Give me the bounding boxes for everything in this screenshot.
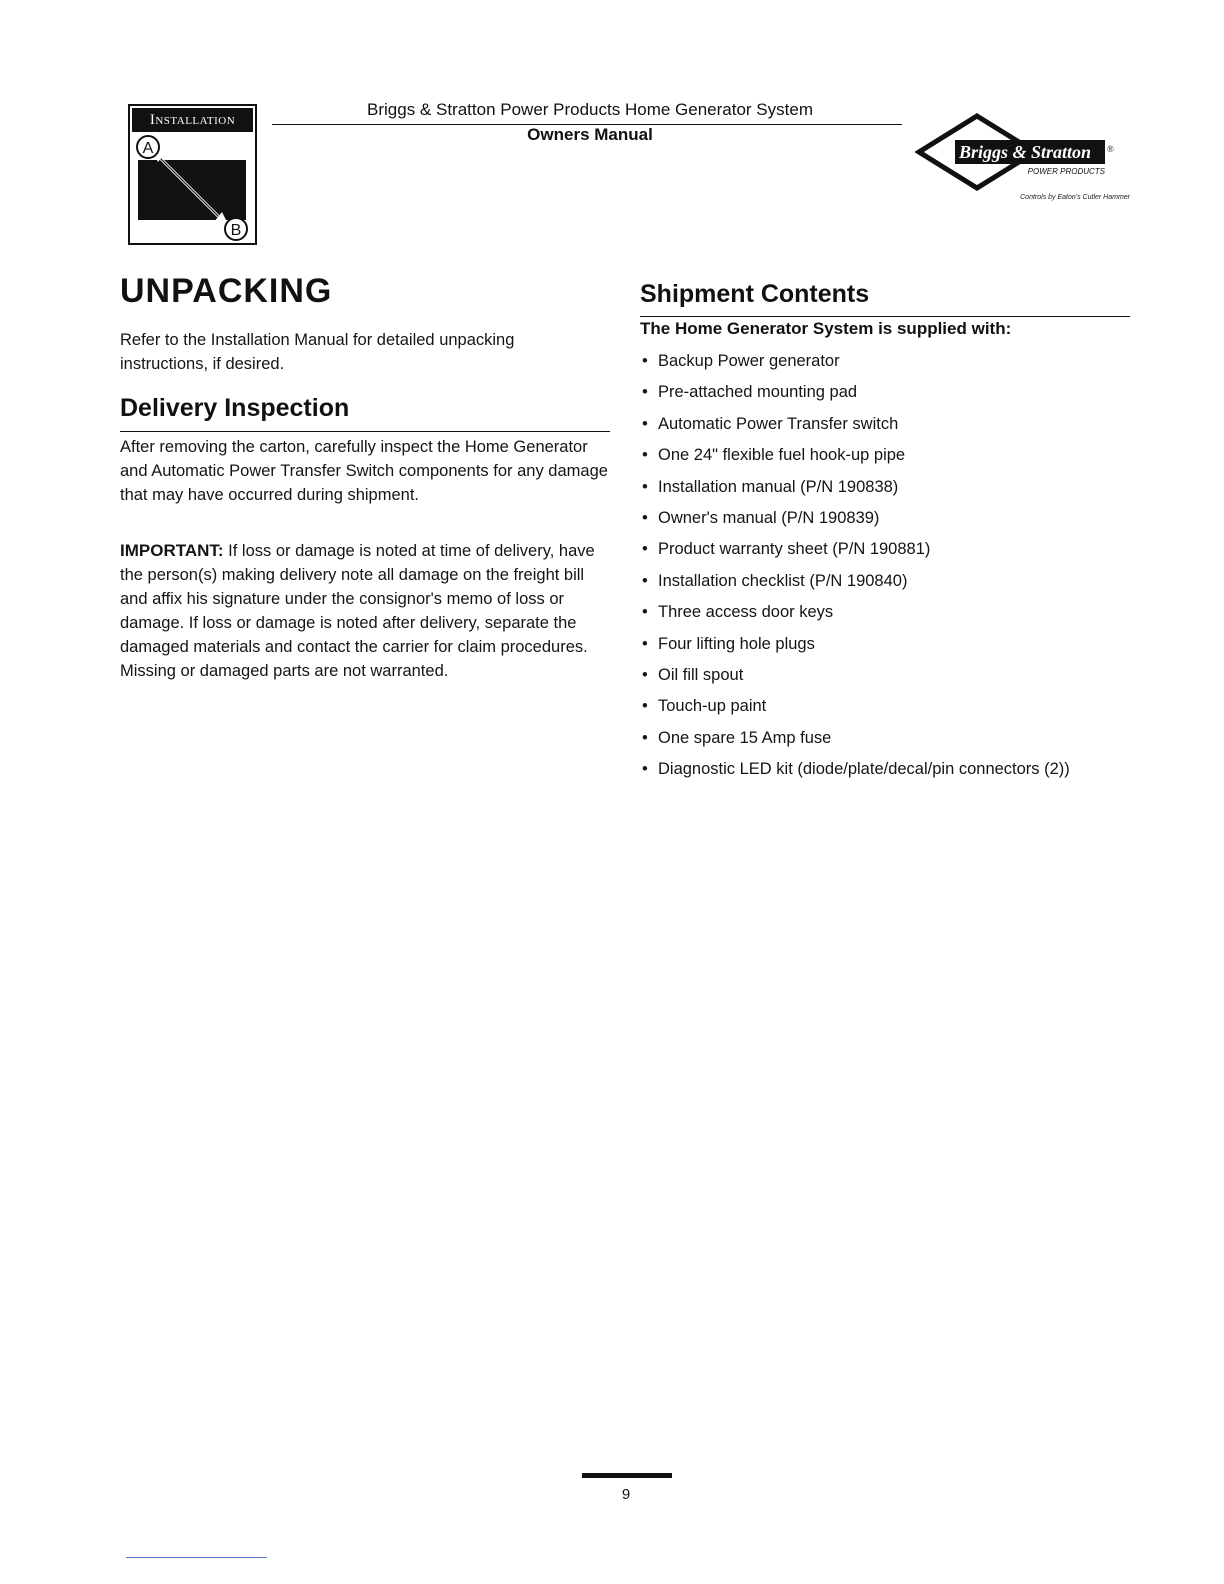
point-b-label: B xyxy=(230,222,242,239)
unpacking-paragraph: Refer to the Installation Manual for detailed unpacking instructions, if desired. xyxy=(120,331,515,373)
briggs-stratton-logo xyxy=(915,112,1130,207)
bullet-icon: • xyxy=(642,477,648,496)
bullet-icon: • xyxy=(642,540,648,559)
bullet-icon: • xyxy=(642,352,648,370)
list-item: • Touch-up paint xyxy=(640,693,1140,724)
shipment-rule xyxy=(640,316,1130,317)
bullet-icon: • xyxy=(642,414,648,433)
logo-tagline: Controls by Eaton's Cutler Hammer xyxy=(1020,194,1130,201)
shipment-intro: The Home Generator System is supplied with: xyxy=(640,319,1012,338)
bullet-icon: • xyxy=(642,697,648,716)
installation-badge xyxy=(128,104,257,245)
list-item: • Backup Power generator xyxy=(640,348,1140,379)
list-item: • Four lifting hole plugs xyxy=(640,631,1140,662)
bullet-icon: • xyxy=(642,603,648,622)
bullet-icon: • xyxy=(642,634,648,653)
list-item: • Diagnostic LED kit (diode/plate/decal/pin connectors (2)) xyxy=(640,756,1140,787)
important-label: IMPORTANT: xyxy=(120,541,224,560)
important-text: If loss or damage is noted at time of delivery, have the person(s) making delivery note all damage on the freight bill and affix his signature under the consignor's memo of loss or damage. If loss or damage is noted after delivery, separate the damaged materials and contact the carrier for claim procedures. Missing or damaged parts are not warranted. xyxy=(120,542,595,680)
point-a-label: A xyxy=(142,140,154,157)
important-paragraph xyxy=(120,539,615,683)
list-item: • Three access door keys xyxy=(640,599,1140,630)
list-item: • One 24" flexible fuel hook-up pipe xyxy=(640,442,1140,473)
bullet-icon: • xyxy=(642,665,648,684)
list-item: • Pre-attached mounting pad xyxy=(640,379,1140,410)
bullet-icon: • xyxy=(642,760,648,779)
footer-rule xyxy=(126,1557,267,1558)
list-item: • Oil fill spout xyxy=(640,662,1140,693)
logo-trademark: ® xyxy=(1107,144,1114,154)
list-item: • Installation checklist (P/N 190840) xyxy=(640,568,1140,599)
delivery-inspection-heading: Delivery Inspection xyxy=(120,394,350,422)
bullet-icon: • xyxy=(642,571,648,590)
shipment-contents-heading: Shipment Contents xyxy=(640,280,870,308)
bullet-icon: • xyxy=(642,728,648,747)
page-number: 9 xyxy=(621,1486,631,1503)
a-to-b-diagram-icon xyxy=(130,132,255,245)
bullet-icon: • xyxy=(642,446,648,465)
badge-title: Installation xyxy=(132,108,253,132)
shipment-list xyxy=(640,348,1140,787)
page-number-bar xyxy=(582,1473,672,1478)
diamond-logo-icon xyxy=(915,112,1130,192)
header-subtitle: Owners Manual xyxy=(527,125,653,144)
list-item: • Installation manual (P/N 190838) xyxy=(640,474,1140,505)
logo-division: POWER PRODUCTS xyxy=(1027,167,1105,176)
list-item: • One spare 15 Amp fuse xyxy=(640,725,1140,756)
list-item: • Product warranty sheet (P/N 190881) xyxy=(640,536,1140,567)
unpacking-heading: UNPACKING xyxy=(120,272,333,310)
delivery-rule xyxy=(120,431,610,432)
bullet-icon: • xyxy=(642,383,648,402)
header-title: Briggs & Stratton Power Products Home Generator System xyxy=(367,100,813,119)
list-item: • Automatic Power Transfer switch xyxy=(640,411,1140,442)
logo-brand: Briggs & Stratton xyxy=(959,142,1092,162)
bullet-icon: • xyxy=(642,508,648,527)
delivery-inspection-paragraph: After removing the carton, carefully inspect the Home Generator and Automatic Power Transfer Switch components for any damage that may have occurred during shipment. xyxy=(120,438,608,504)
list-item: • Owner's manual (P/N 190839) xyxy=(640,505,1140,536)
